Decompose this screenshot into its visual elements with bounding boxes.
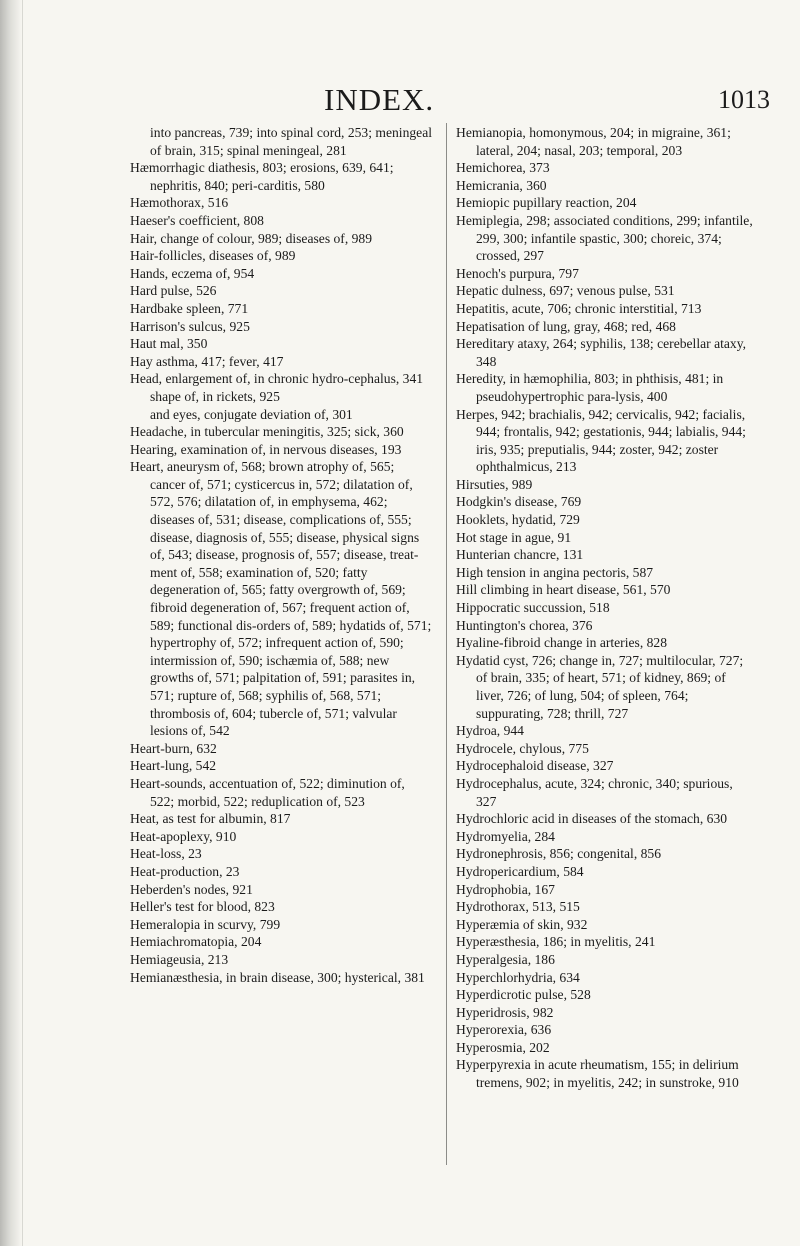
index-entry: Hydropericardium, 584 — [456, 863, 584, 879]
index-entry: Hearing, examination of, in nervous diseases, 193 — [130, 441, 402, 457]
index-entry: Hyperdicrotic pulse, 528 — [456, 987, 591, 1003]
index-entry: Hydrocele, chylous, 775 — [456, 740, 589, 756]
index-entry: Huntington's chorea, 376 — [456, 617, 593, 633]
index-entry: Henoch's purpura, 797 — [456, 265, 579, 281]
index-column-right — [456, 124, 756, 1092]
page-number: 1013 — [718, 85, 770, 114]
index-entry: Harrison's sulcus, 925 — [130, 318, 250, 334]
index-entry: Heart-lung, 542 — [130, 758, 217, 774]
index-entry: Hyperosmia, 202 — [456, 1039, 550, 1055]
index-entry: Hepatisation of lung, gray, 468; red, 468 — [456, 318, 676, 334]
index-entry: Hyperorexia, 636 — [456, 1022, 552, 1038]
index-entry: Haeser's coefficient, 808 — [130, 212, 264, 228]
index-entry: Hyperalgesia, 186 — [456, 951, 555, 967]
index-entry: Hemichorea, 373 — [456, 160, 550, 176]
index-entry: Hemeralopia in scurvy, 799 — [130, 916, 281, 932]
index-entry: Hyperchlorhydria, 634 — [456, 969, 580, 985]
index-entry: Heat-loss, 23 — [130, 846, 202, 862]
index-entry: Hemianæsthesia, in brain disease, 300; hysterical, 381 — [130, 969, 425, 985]
index-entry: Hay asthma, 417; fever, 417 — [130, 353, 284, 369]
index-entry: Hydatid cyst, 726; change in, 727; multilocular, 727; of brain, 335; of heart, 571; of kidney, 869; of liver, 726; of lung, 504; of spleen, 764; suppurating, 728; thrill, 727 — [456, 652, 744, 721]
index-entry: Heller's test for blood, 823 — [130, 899, 275, 915]
index-entry: Hydrochloric acid in diseases of the stomach, 630 — [456, 811, 728, 827]
index-entry: Hereditary ataxy, 264; syphilis, 138; cerebellar ataxy, 348 — [456, 336, 747, 369]
index-entry: Hemiplegia, 298; associated conditions, 299; infantile, 299, 300; infantile spastic, 300; choreic, 374; crossed, 297 — [456, 212, 753, 264]
index-entry: Hæmothorax, 516 — [130, 195, 229, 211]
index-entry: Heat-apoplexy, 910 — [130, 828, 237, 844]
index-entry: Hill climbing in heart disease, 561, 570 — [456, 582, 671, 598]
index-entry: Hyperidrosis, 982 — [456, 1004, 554, 1020]
index-entry: Hemianopia, homonymous, 204; in migraine, 361; lateral, 204; nasal, 203; temporal, 203 — [456, 125, 731, 158]
index-entry: Hemicrania, 360 — [456, 177, 547, 193]
index-entry: Herpes, 942; brachialis, 942; cervicalis, 942; facialis, 944; frontalis, 942; gestationis, 944; labialis, 944; iris, 935; preputialis, 944; zoster, 942; zoster ophthalmicus, 213 — [456, 406, 746, 475]
index-entry: Hyperæmia of skin, 932 — [456, 916, 588, 932]
page-binding-shadow — [0, 0, 22, 1246]
index-entry: Haut mal, 350 — [130, 336, 208, 352]
index-entry: Heberden's nodes, 921 — [130, 881, 253, 897]
index-entry: Hair-follicles, diseases of, 989 — [130, 248, 296, 264]
index-entry: Heart-burn, 632 — [130, 740, 217, 756]
index-entry: Hot stage in ague, 91 — [456, 529, 572, 545]
index-entry: Head, enlargement of, in chronic hydro-cephalus, 341 — [130, 371, 424, 387]
index-subentry: and eyes, conjugate deviation of, 301 — [150, 406, 353, 422]
index-entry: Hepatic dulness, 697; venous pulse, 531 — [456, 283, 675, 299]
index-entry: Hydromyelia, 284 — [456, 828, 555, 844]
index-entry: Hyperæsthesia, 186; in myelitis, 241 — [456, 934, 656, 950]
index-entry: Hardbake spleen, 771 — [130, 300, 249, 316]
header-title: INDEX. — [324, 82, 435, 117]
index-entry: Hooklets, hydatid, 729 — [456, 512, 580, 528]
index-entry: Hydrocephalus, acute, 324; chronic, 340; spurious, 327 — [456, 775, 733, 809]
index-entry: Hemiageusia, 213 — [130, 951, 229, 967]
index-entry: Heart-sounds, accentuation of, 522; diminution of, 522; morbid, 522; reduplication of, 523 — [130, 775, 405, 809]
index-entry: Hair, change of colour, 989; diseases of, 989 — [130, 230, 373, 246]
index-entry: High tension in angina pectoris, 587 — [456, 564, 654, 580]
index-column-left — [130, 124, 432, 986]
index-entry: Headache, in tubercular meningitis, 325; sick, 360 — [130, 424, 404, 440]
index-entry: Hyaline-fibroid change in arteries, 828 — [456, 635, 668, 651]
index-entry: Hepatitis, acute, 706; chronic interstitial, 713 — [456, 300, 702, 316]
index-subentry: shape of, in rickets, 925 — [150, 388, 280, 404]
index-entry: Hard pulse, 526 — [130, 283, 217, 299]
index-entry: Hodgkin's disease, 769 — [456, 494, 582, 510]
index-entry: Hirsuties, 989 — [456, 476, 533, 492]
index-subentry: into pancreas, 739; into spinal cord, 253; meningeal of brain, 315; spinal meningeal, 281 — [150, 125, 433, 158]
index-entry: Heat, as test for albumin, 817 — [130, 811, 291, 827]
index-entry: Heat-production, 23 — [130, 863, 240, 879]
index-entry: Hemiachromatopia, 204 — [130, 934, 262, 950]
index-entry: Hippocratic succussion, 518 — [456, 600, 610, 616]
index-entry: Hyperpyrexia in acute rheumatism, 155; in delirium tremens, 902; in myelitis, 242; in sunstroke, 910 — [456, 1057, 739, 1091]
running-header — [0, 80, 800, 120]
index-entry: Heart, aneurysm of, 568; brown atrophy of, 565; cancer of, 571; cysticercus in, 572; dilatation of, 572, 576; dilatation of, in emphysema, 462; diseases of, 531; disease, complications of, 555; disease, diagnosis of, 555; disease, physical signs of, 543; disease, prognosis of, 557; disease, treat-ment of, 558; examination of, 520; fatty degeneration of, 565; fatty overgrowth of, 569; fibroid degeneration of, 567; frequent action of, 589; functional dis-orders of, 589; hydatids of, 571; hypertrophy of, 572; infrequent action of, 590; intermission of, 590; ischæmia of, 588; new growths of, 571; palpitation of, 591; parasites in, 571; rupture of, 568; syphilis of, 568, 571; thrombosis of, 604; tubercle of, 571; valvular lesions of, 542 — [130, 459, 432, 739]
column-divider — [446, 123, 447, 1165]
page-binding-edge — [22, 0, 23, 1246]
index-entry: Hydrophobia, 167 — [456, 881, 555, 897]
index-entry: Hemiopic pupillary reaction, 204 — [456, 195, 637, 211]
index-entry: Heredity, in hæmophilia, 803; in phthisis, 481; in pseudohypertrophic para-lysis, 400 — [456, 371, 724, 404]
index-entry: Hæmorrhagic diathesis, 803; erosions, 639, 641; nephritis, 840; peri-carditis, 580 — [130, 160, 394, 193]
index-entry: Hydroa, 944 — [456, 723, 524, 739]
index-entry: Hunterian chancre, 131 — [456, 547, 584, 563]
index-entry: Hydronephrosis, 856; congenital, 856 — [456, 846, 662, 862]
index-entry: Hydrocephaloid disease, 327 — [456, 758, 614, 774]
index-entry: Hydrothorax, 513, 515 — [456, 899, 580, 915]
index-entry: Hands, eczema of, 954 — [130, 265, 255, 281]
